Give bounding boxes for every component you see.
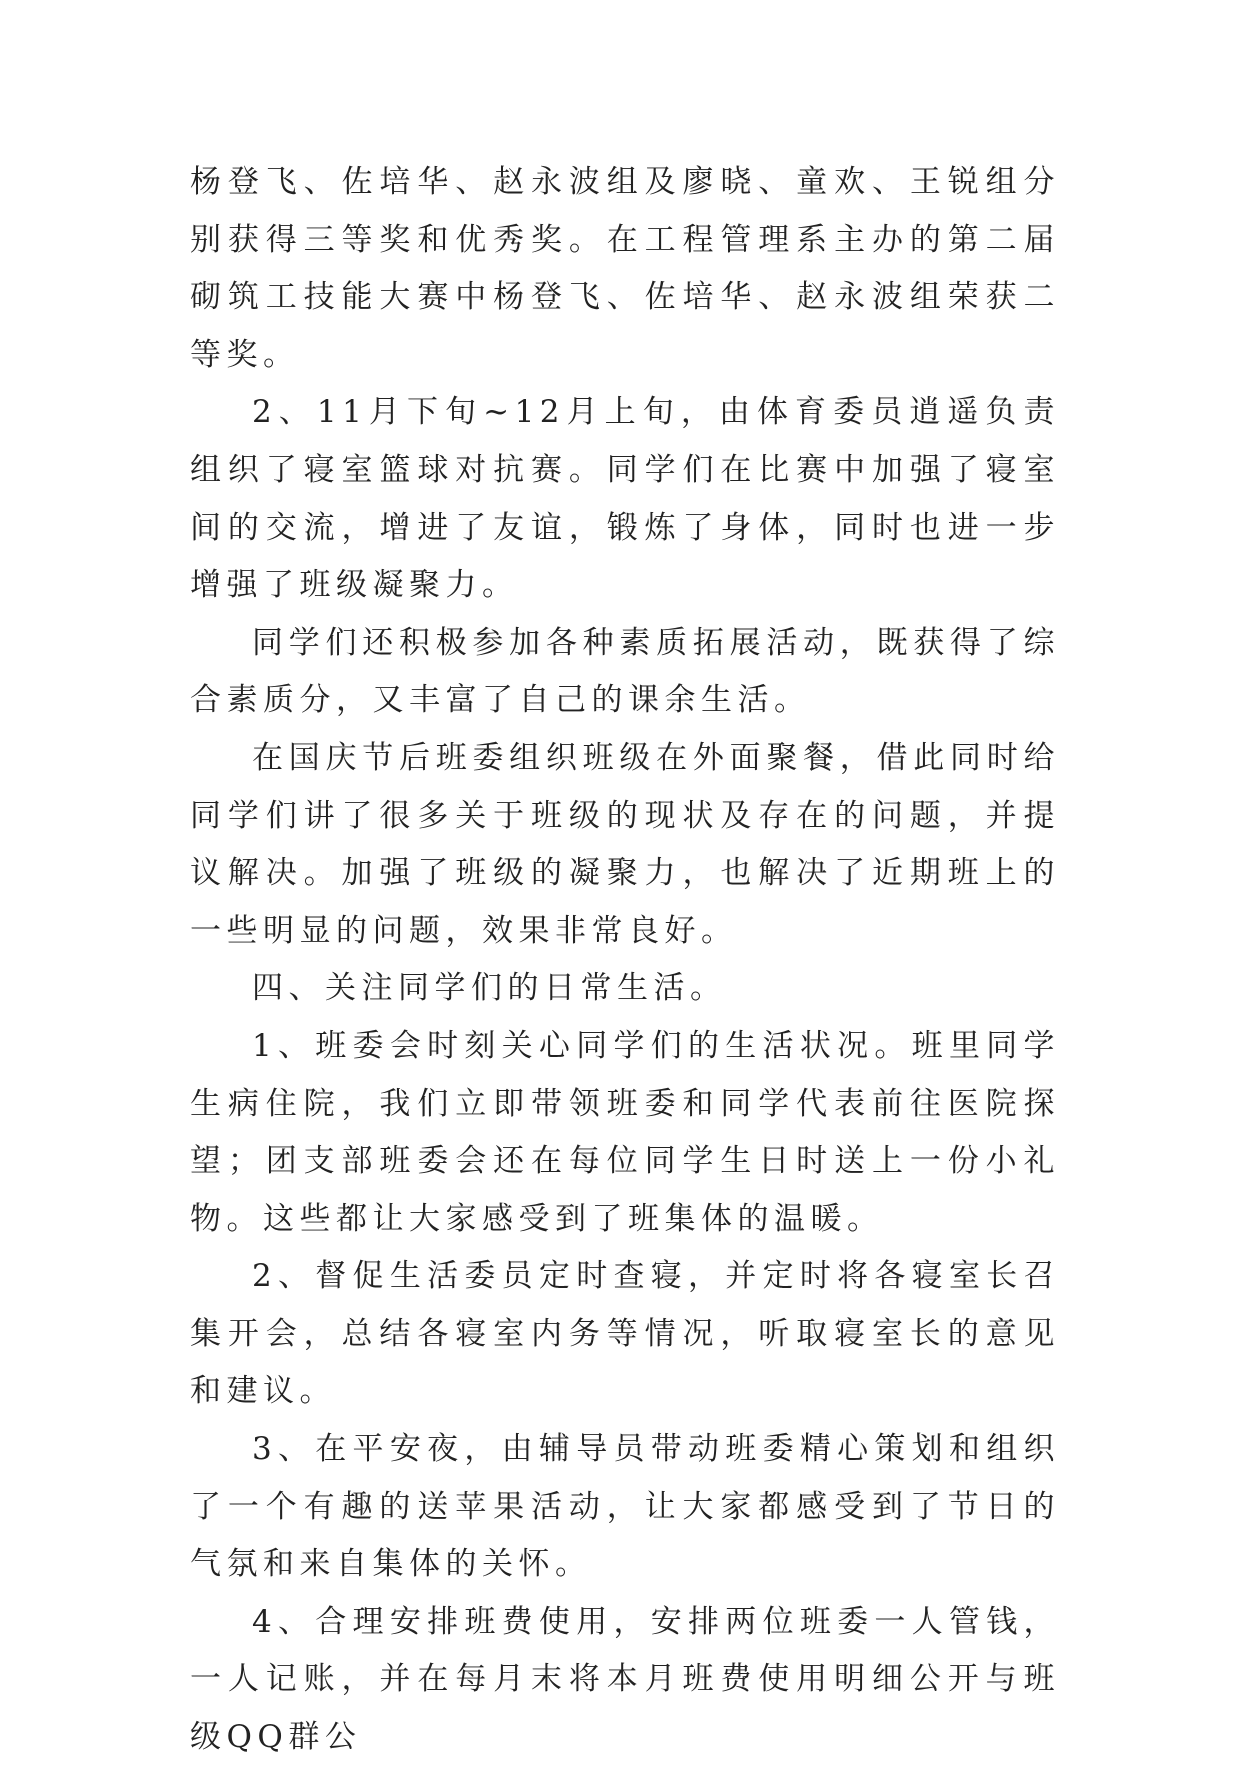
- paragraph-dorm-inspection: 2、督促生活委员定时查寝，并定时将各寝室长召集开会，总结各寝室内务等情况，听取寝室长的意见和建议。: [190, 1258, 1060, 1410]
- paragraph-basketball-match: 2、11月下旬~12月上旬，由体育委员逍遥负责组织了寝室篮球对抗赛。同学们在比赛中加强了寝室间的交流，增进了友谊，锻炼了身体，同时也进一步增强了班级凝聚力。: [190, 394, 1060, 604]
- paragraph-christmas-eve: 3、在平安夜，由辅导员带动班委精心策划和组织了一个有趣的送苹果活动，让大家都感受到了节日的气氛和来自集体的关怀。: [190, 1431, 1060, 1583]
- paragraph-quality-activities: 同学们还积极参加各种素质拓展活动，既获得了综合素质分，又丰富了自己的课余生活。: [190, 624, 1060, 719]
- paragraph-care-for-students: 1、班委会时刻关心同学们的生活状况。班里同学生病住院，我们立即带领班委和同学代表前往医院探望；团支部班委会还在每位同学生日时送上一份小礼物。这些都让大家感受到了班集体的温暖。: [190, 1027, 1060, 1237]
- paragraph-class-fund: 4、合理安排班费使用，安排两位班委一人管钱，一人记账，并在每月末将本月班费使用明细公开与班级QQ群公: [190, 1603, 1060, 1756]
- document-body: [190, 154, 1060, 1767]
- paragraph-class-dinner: 在国庆节后班委组织班级在外面聚餐，借此同时给同学们讲了很多关于班级的现状及存在的问题，并提议解决。加强了班级的凝聚力，也解决了近期班上的一些明显的问题，效果非常良好。: [190, 739, 1060, 949]
- paragraph-award-results: 杨登飞、佐培华、赵永波组及廖晓、童欢、王锐组分别获得三等奖和优秀奖。在工程管理系主办的第二届砌筑工技能大赛中杨登飞、佐培华、赵永波组荣获二等奖。: [190, 164, 1060, 373]
- section-heading-daily-life: 四、关注同学们的日常生活。: [252, 970, 727, 1007]
